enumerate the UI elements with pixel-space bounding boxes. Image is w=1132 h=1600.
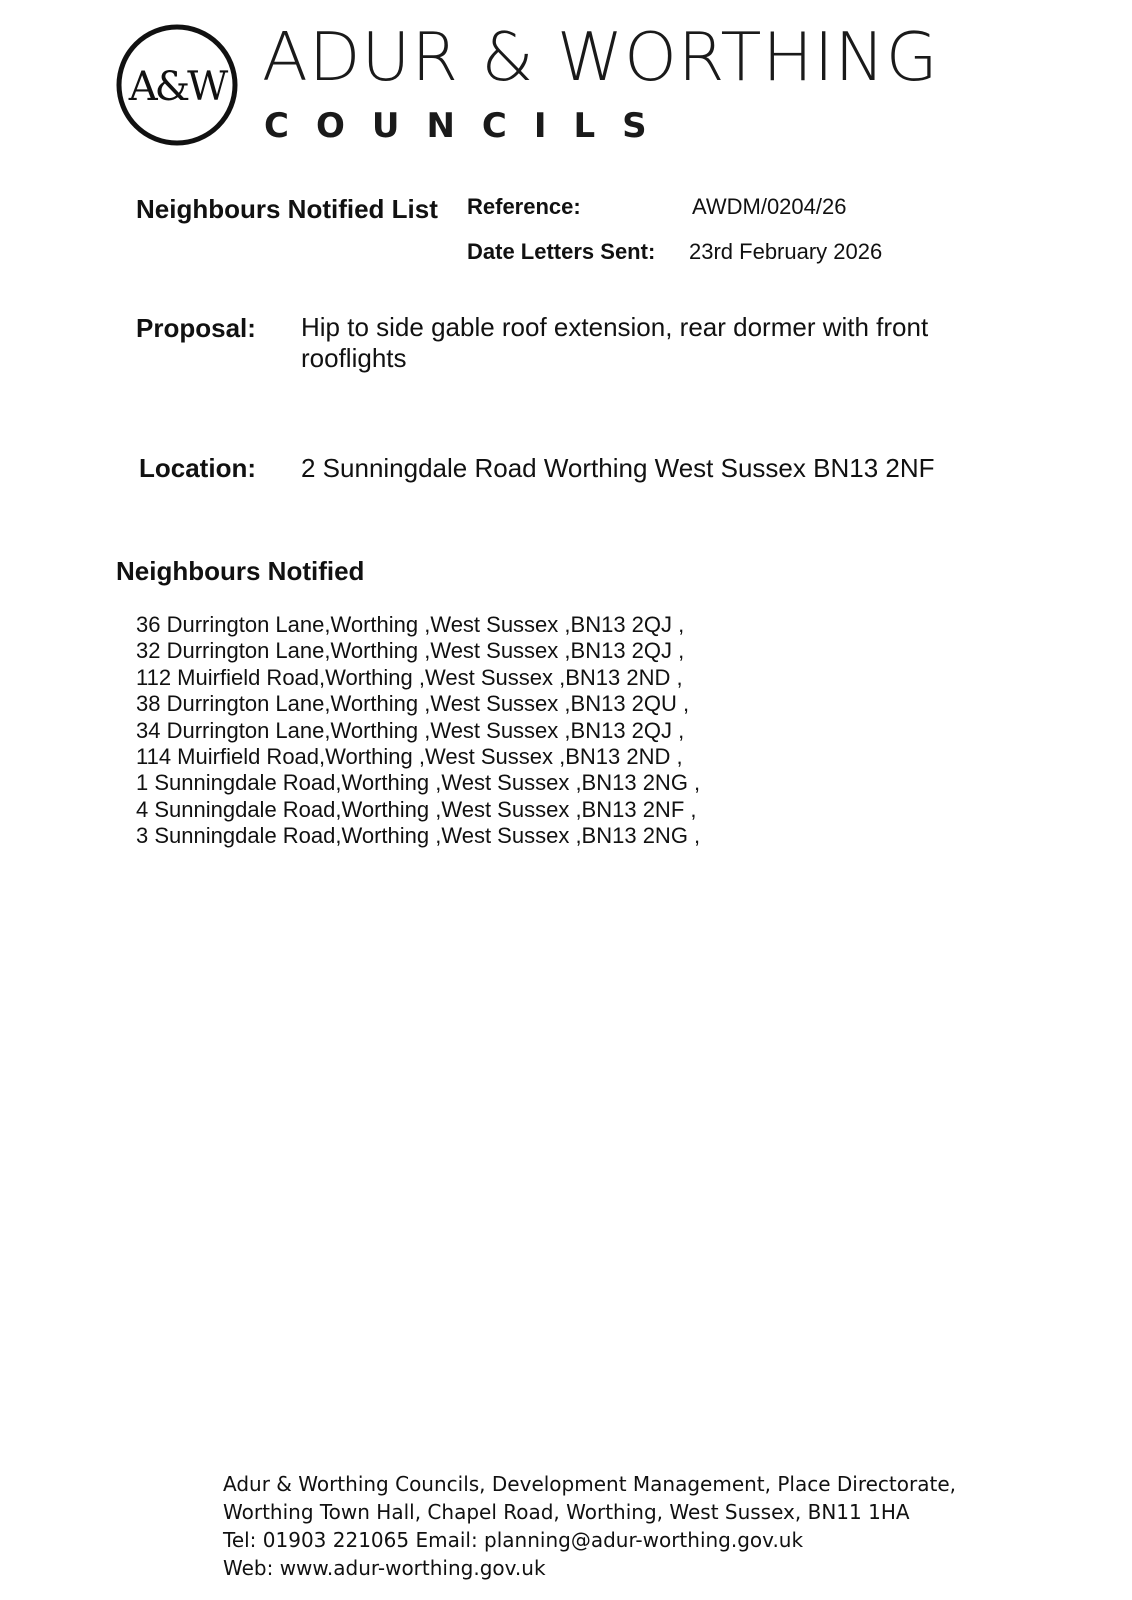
logo-seal-text: A&W (128, 64, 226, 110)
neighbour-address: 112 Muirfield Road,Worthing ,West Sussex ,BN13 2ND , (136, 664, 683, 690)
neighbour-address: 34 Durrington Lane,Worthing ,West Sussex ,BN13 2QJ , (136, 717, 685, 743)
reference-label: Reference: (467, 194, 581, 219)
document-title: Neighbours Notified List (136, 194, 438, 224)
logo-wordmark-bottom: COUNCILS (264, 106, 674, 146)
proposal-text: Hip to side gable roof extension, rear dormer with front rooflights (301, 312, 929, 373)
location-label: Location: (139, 453, 256, 483)
neighbours-heading: Neighbours Notified (116, 556, 365, 586)
footer-contact (223, 1470, 956, 1582)
neighbour-address: 1 Sunningdale Road,Worthing ,West Sussex ,BN13 2NG , (136, 770, 701, 796)
neighbours-list (136, 612, 700, 850)
footer-web-line: Web: www.adur-worthing.gov.uk (223, 1556, 546, 1580)
date-sent-value: 23rd February 2026 (689, 239, 883, 264)
footer-address-line: Worthing Town Hall, Chapel Road, Worthing, West Sussex, BN11 1HA (223, 1500, 910, 1524)
footer-address-line: Adur & Worthing Councils, Development Management, Place Directorate, (223, 1472, 956, 1496)
neighbour-address: 4 Sunningdale Road,Worthing ,West Sussex ,BN13 2NF , (136, 796, 697, 822)
neighbour-address: 36 Durrington Lane,Worthing ,West Sussex ,BN13 2QJ , (136, 612, 685, 637)
proposal-label: Proposal: (136, 313, 256, 343)
neighbour-address: 3 Sunningdale Road,Worthing ,West Sussex ,BN13 2NG , (136, 823, 701, 849)
reference-value: AWDM/0204/26 (692, 194, 847, 219)
neighbour-address: 38 Durrington Lane,Worthing ,West Sussex ,BN13 2QU , (136, 691, 690, 717)
council-logo-seal (114, 22, 240, 148)
date-sent-label: Date Letters Sent: (467, 239, 656, 264)
neighbour-address: 32 Durrington Lane,Worthing ,West Sussex ,BN13 2QJ , (136, 638, 685, 664)
logo-wordmark-top: ADUR & WORTHING (262, 18, 939, 96)
location-text: 2 Sunningdale Road Worthing West Sussex BN13 2NF (301, 453, 935, 483)
footer-contact-line: Tel: 01903 221065 Email: planning@adur-worthing.gov.uk (223, 1528, 804, 1552)
neighbour-address: 114 Muirfield Road,Worthing ,West Sussex ,BN13 2ND , (136, 744, 683, 770)
